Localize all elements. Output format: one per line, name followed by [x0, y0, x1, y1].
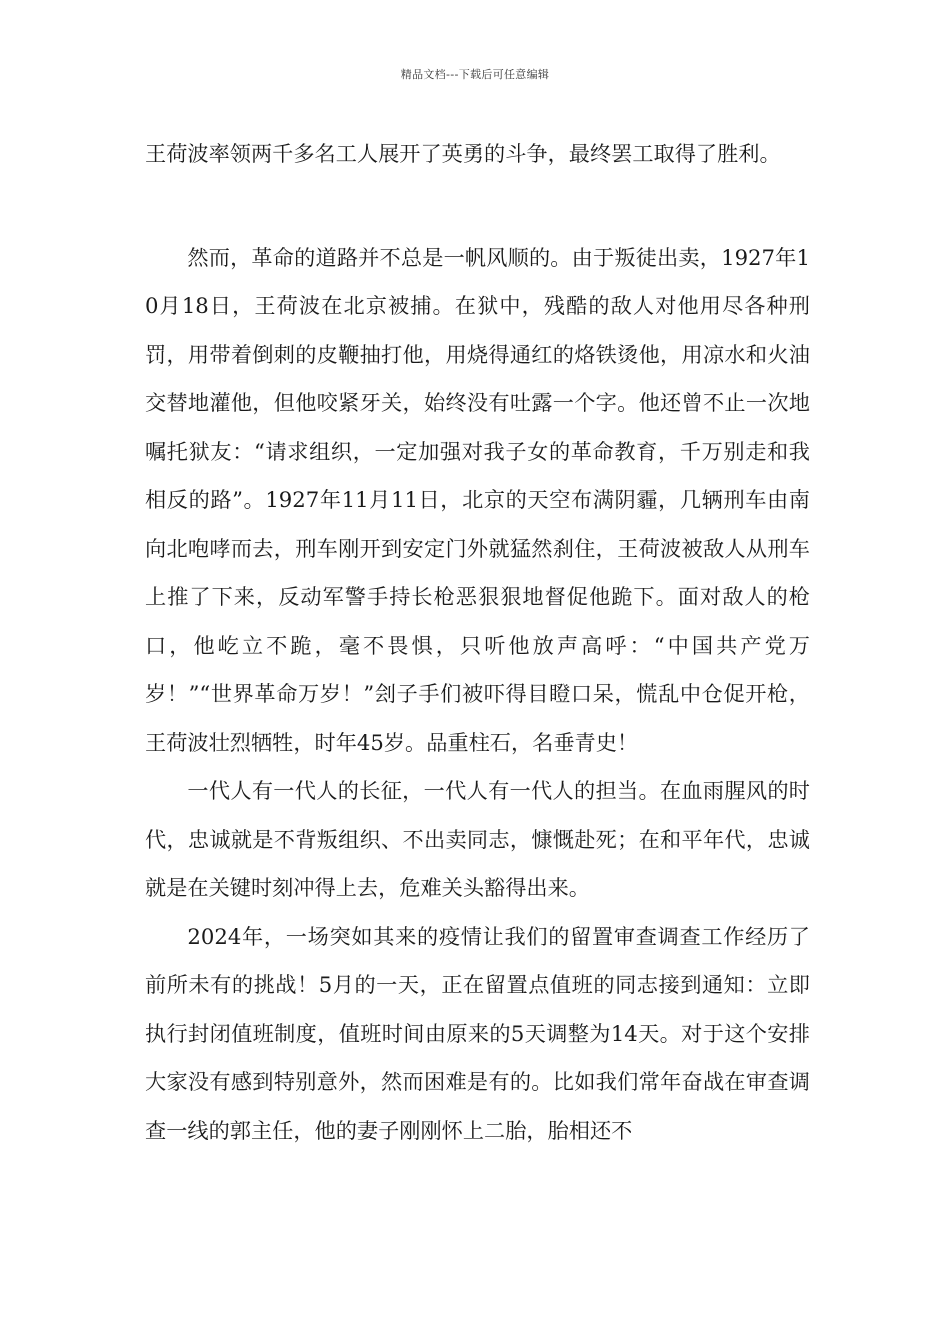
- paragraph-spacer: [145, 179, 810, 234]
- document-body: [145, 130, 810, 1155]
- paragraph-2024: 2024年，一场突如其来的疫情让我们的留置审查调查工作经历了前所未有的挑战！5月的一天，正在留置点值班的同志接到通知：立即执行封闭值班制度，值班时间由原来的5天调整为14天。对于这个安排大家没有感到特别意外，然而困难是有的。比如我们常年奋战在审查调查一线的郭主任，他的妻子刚刚怀上二胎，胎相还不: [145, 923, 810, 1143]
- paragraph-loyalty: 一代人有一代人的长征，一代人有一代人的担当。在血雨腥风的时代，忠诚就是不背叛组织、不出卖同志，慷慨赴死；在和平年代，忠诚就是在关键时刻冲得上去，危难关头豁得出来。: [145, 778, 810, 900]
- paragraph-continuation: 王荷波率领两千多名工人展开了英勇的斗争，最终罢工取得了胜利。: [145, 141, 781, 166]
- paragraph-arrest: 然而，革命的道路并不总是一帆风顺的。由于叛徒出卖，1927年10月18日，王荷波在北京被捕。在狱中，残酷的敌人对他用尽各种刑罚，用带着倒刺的皮鞭抽打他，用烧得通红的烙铁烫他，用凉水和火油交替地灌他，但他咬紧牙关，始终没有吐露一个字。他还曾不止一次地嘱托狱友：“请求组织，一定加强对我子女的革命教育，千万别走和我相反的路”。1927年11月11日，北京的天空布满阴霾，几辆刑车由南向北咆哮而去，刑车刚开到安定门外就猛然刹住，王荷波被敌人从刑车上推了下来，反动军警手持长枪恶狠狠地督促他跪下。面对敌人的枪口，他屹立不跪，毫不畏惧，只听他放声高呼：“中国共产党万岁！”“世界革命万岁！”刽子手们被吓得目瞪口呆，慌乱中仓促开枪，王荷波壮烈牺牲，时年45岁。品重柱石，名垂青史！: [145, 244, 810, 755]
- page-header: 精品文档---下载后可任意编辑: [400, 68, 550, 81]
